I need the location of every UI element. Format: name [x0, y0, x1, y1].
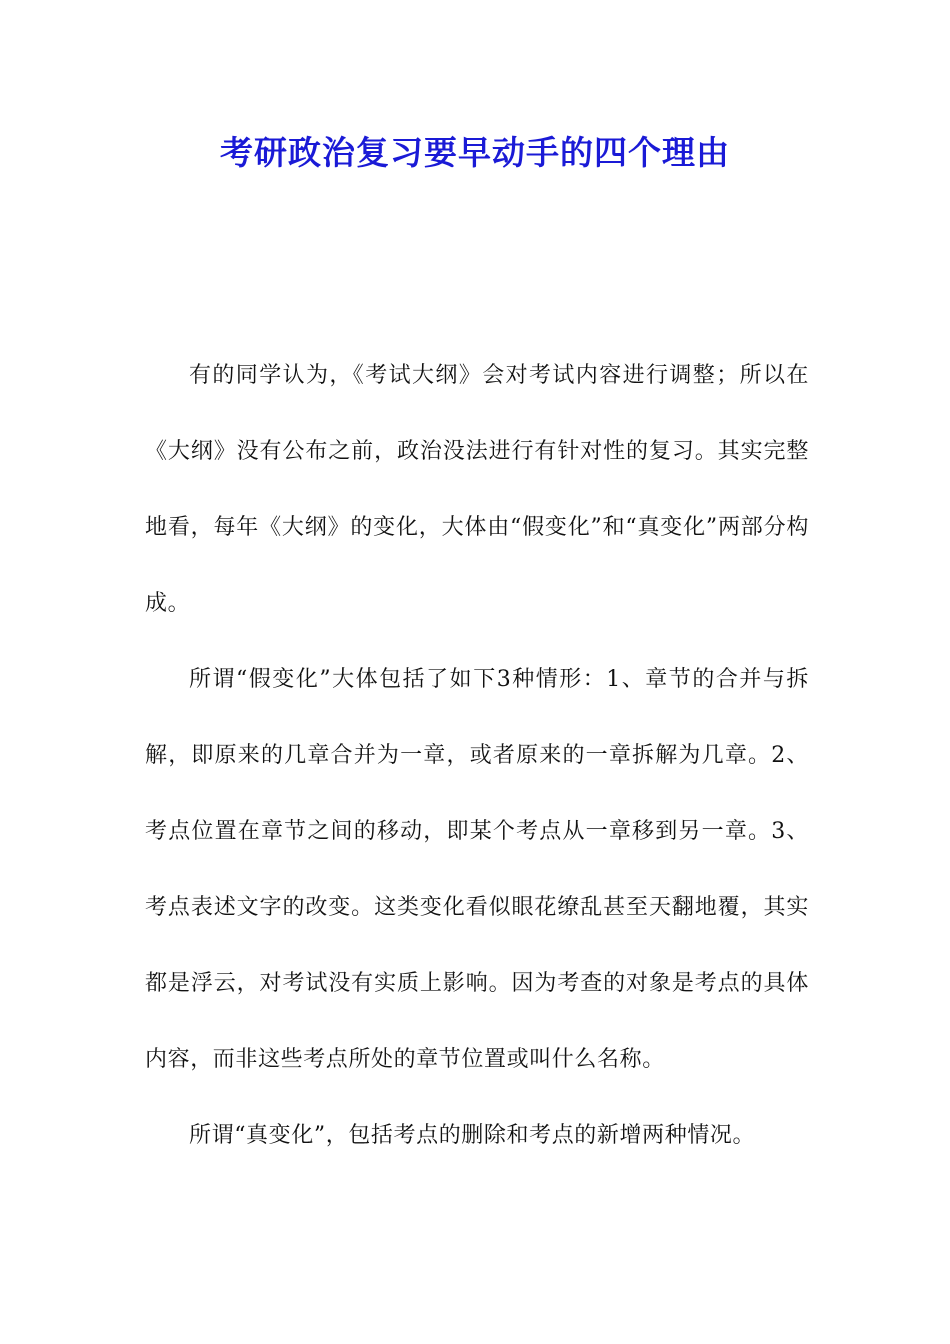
paragraph-2: 所谓“假变化”大体包括了如下3种情形：1、章节的合并与拆解，即原来的几章合并为一章，或者原来的一章拆解为几章。2、考点位置在章节之间的移动，即某个考点从一章移到另一章。3、考点表述文字的改变。这类变化看似眼花缭乱甚至天翻地覆，其实都是浮云，对考试没有实质上影响。因为考查的对象是考点的具体内容，而非这些考点所处的章节位置或叫什么名称。 [145, 667, 809, 1072]
paragraph-1: 有的同学认为，《考试大纲》会对考试内容进行调整；所以在《大纲》没有公布之前，政治没法进行有针对性的复习。其实完整地看，每年《大纲》的变化，大体由“假变化”和“真变化”两部分构成。 [145, 363, 809, 616]
document-title: 考研政治复习要早动手的四个理由 [220, 133, 730, 172]
document-body [145, 338, 809, 1174]
paragraph-3: 所谓“真变化”，包括考点的删除和考点的新增两种情况。 [189, 1123, 756, 1148]
